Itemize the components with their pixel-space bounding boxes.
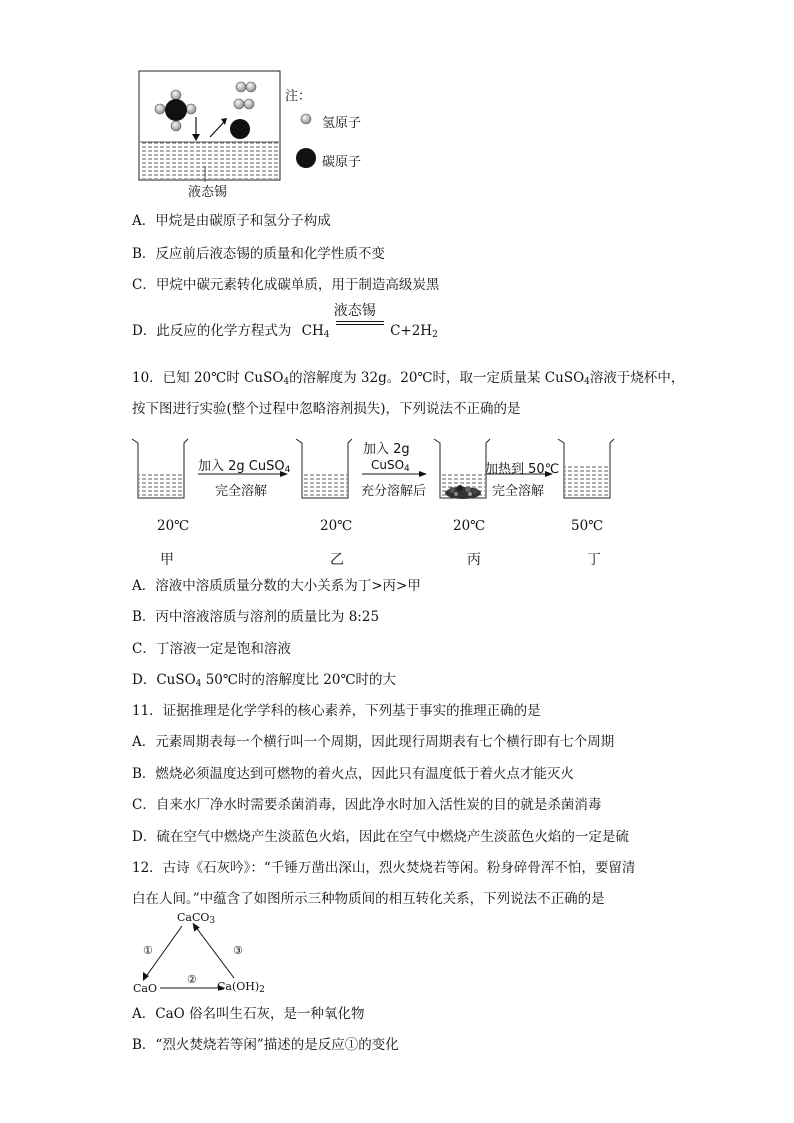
node-caco3: CaCO$_3$ bbox=[177, 911, 216, 926]
q11-option-d: D．硫在空气中燃烧产生淡蓝色火焰，因此在空气中燃烧产生淡蓝色火焰的一定是硫 bbox=[132, 829, 629, 845]
q10-option-a: A．溶液中溶质质量分数的大小关系为丁>丙>甲 bbox=[132, 578, 421, 594]
q11-option-a: A．元素周期表每一个横行叫一个周期，因此现行周期表有七个横行即有七个周期 bbox=[132, 734, 615, 750]
q12-stem-line2: 白在人间。”中蕴含了如图所示三种物质间的相互转化关系，下列说法不正确的是 bbox=[132, 891, 605, 907]
label-yi: 乙 bbox=[330, 552, 344, 568]
carbon-atom-product bbox=[230, 119, 250, 139]
reaction-condition: 液态锡 bbox=[336, 322, 384, 340]
label-bing: 丙 bbox=[467, 552, 481, 568]
step3-label-top: 加热到 50℃ bbox=[485, 462, 560, 477]
reaction-mark-3: ③ bbox=[233, 944, 243, 957]
temp-jia: 20℃ bbox=[157, 518, 190, 534]
legend-hydrogen-label: 氢原子 bbox=[322, 116, 362, 131]
q11-option-b: B．燃烧必须温度达到可燃物的着火点，因此只有温度低于着火点才能灭火 bbox=[132, 766, 574, 782]
methane-diagram bbox=[130, 70, 390, 205]
q10-option-d: D．CuSO$_4$ 50℃时的溶解度比 20℃时的大 bbox=[132, 672, 397, 689]
q12-option-b: B．“烈火焚烧若等闲”描述的是反应①的变化 bbox=[132, 1037, 399, 1053]
q11-option-c: C．自来水厂净水时需要杀菌消毒，因此净水时加入活性炭的目的就是杀菌消毒 bbox=[132, 797, 602, 813]
legend-carbon-label: 碳原子 bbox=[322, 155, 362, 170]
beaker-yi bbox=[296, 439, 352, 498]
temp-yi: 20℃ bbox=[320, 518, 353, 534]
q12-stem-line1: 12．古诗《石灰吟》：“千锤万凿出深山，烈火焚烧若等闲。粉身碎骨浑不怕，要留清 bbox=[132, 860, 636, 876]
beaker-jia bbox=[132, 439, 188, 498]
step3-label-bottom: 完全溶解 bbox=[492, 484, 545, 499]
step2-label-top1: 加入 2g bbox=[363, 442, 410, 457]
q9-option-c: C．甲烷中碳元素转化成碳单质，用于制造高级炭黑 bbox=[132, 277, 440, 293]
beaker-bing bbox=[434, 439, 490, 499]
label-ding: 丁 bbox=[587, 552, 601, 568]
q9-option-d: D．此反应的化学方程式为 $CH_4$ 液态锡 $C+2H_2$ bbox=[132, 303, 438, 340]
temp-bing: 20℃ bbox=[453, 518, 486, 534]
legend-carbon-icon bbox=[296, 148, 316, 168]
node-cao: CaO bbox=[133, 982, 157, 995]
step2-label-bottom: 充分溶解后 bbox=[361, 484, 427, 499]
q12-option-a: A．CaO 俗名叫生石灰，是一种氧化物 bbox=[132, 1006, 365, 1022]
reaction-mark-2: ② bbox=[187, 973, 197, 986]
step2-label-top2: CuSO$_4$ bbox=[371, 458, 410, 474]
node-caoh2: $Ca(OH)_2$ bbox=[217, 980, 265, 995]
q10-option-b: B．丙中溶液溶质与溶剂的质量比为 8:25 bbox=[132, 609, 380, 625]
label-jia: 甲 bbox=[160, 552, 174, 568]
liquid-tin-label: 液态锡 bbox=[188, 185, 228, 200]
step1-label-top: 加入 2g CuSO$_4$ bbox=[198, 459, 291, 475]
q10-stem-line1: 10．已知 20℃时 CuSO$_4$的溶解度为 32g。20℃时，取一定质量某 CuSO$_4$溶液于烧杯中， bbox=[132, 370, 685, 387]
q9-option-b: B．反应前后液态锡的质量和化学性质不变 bbox=[132, 246, 385, 262]
reaction-mark-1: ① bbox=[143, 944, 153, 957]
legend-hydrogen-icon bbox=[301, 114, 311, 124]
q10-stem-line2: 按下图进行实验(整个过程中忽略溶剂损失)，下列说法不正确的是 bbox=[132, 401, 521, 417]
q11-stem: 11．证据推理是化学学科的核心素养，下列基于事实的推理正确的是 bbox=[132, 703, 541, 719]
step1-label-bottom: 完全溶解 bbox=[215, 484, 268, 499]
q9-option-a: A．甲烷是由碳原子和氢分子构成 bbox=[132, 213, 331, 229]
legend-note-label: 注： bbox=[285, 89, 312, 104]
beaker-ding bbox=[558, 439, 614, 498]
q10-option-c: C．丁溶液一定是饱和溶液 bbox=[132, 641, 291, 657]
temp-ding: 50℃ bbox=[571, 518, 604, 534]
liquid-tin-layer bbox=[140, 142, 279, 179]
